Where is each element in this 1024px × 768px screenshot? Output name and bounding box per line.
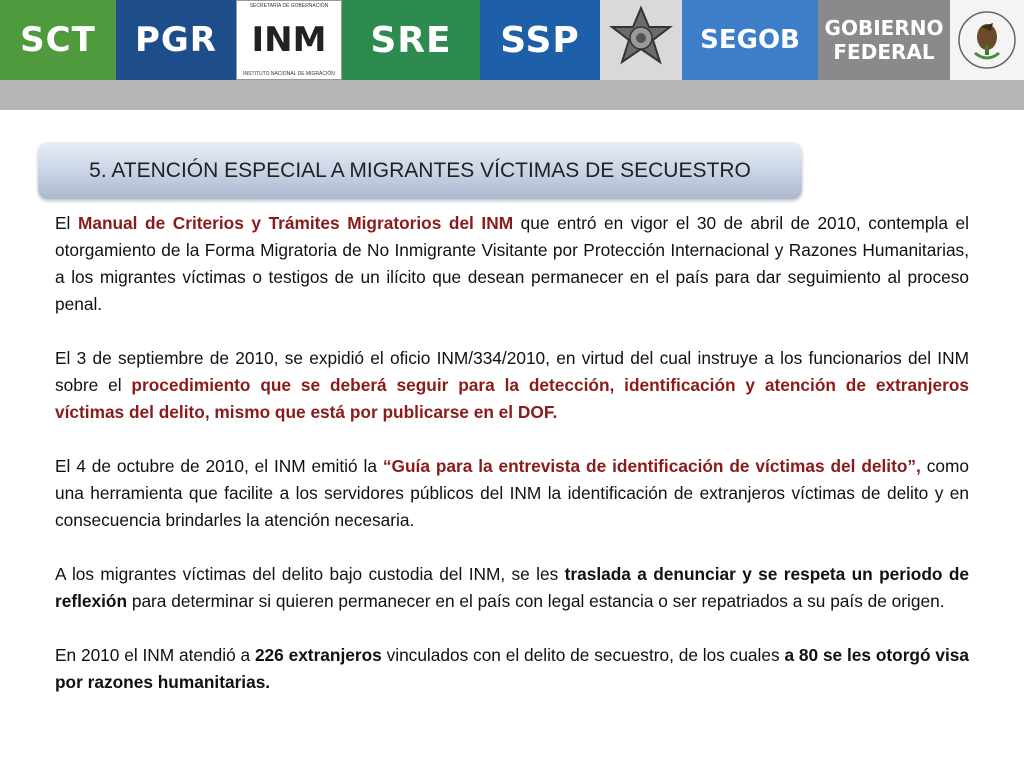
- p5-text-c: vinculados con el delito de secuestro, de los cuales: [381, 645, 785, 665]
- gobierno-federal-logo: [818, 0, 950, 80]
- paragraph-1: [55, 210, 969, 318]
- escudo-logo: [950, 0, 1024, 80]
- paragraph-3: [55, 453, 969, 534]
- p1-highlight: Manual de Criterios y Trámites Migratorios del INM: [77, 213, 514, 233]
- p3-text-c: como una herramienta que facilite a los servidores públicos del INM la identificación de extranjeros víctimas de delito y en consecuencia brindarles la atención necesaria.: [55, 456, 970, 530]
- p3-highlight: “Guía para la entrevista de identificación de víctimas del delito”,: [382, 456, 921, 476]
- slide-title-box: [38, 142, 802, 199]
- paragraph-4: [55, 561, 969, 615]
- pgr-logo-text: PGR: [134, 20, 217, 60]
- ssp-logo-text: SSP: [500, 19, 580, 61]
- p2-highlight: procedimiento que se deberá seguir para la detección, identificación y atención de extranjeros víctimas del delito, mismo que está por publicarse en el DOF.: [55, 375, 969, 422]
- p5-bold-visa: a 80 se les otorgó visa por razones humanitarias.: [55, 645, 969, 692]
- logo-bar: [0, 0, 1024, 80]
- p4-text-a: A los migrantes víctimas del delito bajo custodia del INM, se les: [55, 564, 565, 584]
- p5-bold-count: 226 extranjeros: [254, 645, 382, 665]
- inm-logo-top-text: SECRETARÍA DE GOBERNACIÓN: [249, 3, 329, 9]
- gobierno-line2: FEDERAL: [833, 40, 935, 64]
- pgr-logo: [116, 0, 236, 80]
- inm-logo: [236, 0, 342, 80]
- slide-title: 5. ATENCIÓN ESPECIAL A MIGRANTES VÍCTIMAS DE SECUESTRO: [89, 158, 751, 182]
- inm-logo-text: INM: [251, 20, 327, 60]
- sct-logo-text: SCT: [20, 20, 96, 60]
- header-gray-strip: [0, 80, 1024, 110]
- segob-logo-text: SEGOB: [700, 25, 800, 55]
- sre-logo-text: SRE: [370, 19, 452, 61]
- police-badge-logo: [600, 0, 682, 80]
- paragraph-2: [55, 345, 969, 426]
- p2-text-a: El 3 de septiembre de 2010, se expidió el oficio INM/334/2010, en virtud del cual instruye a los funcionarios del INM sobre el: [55, 348, 969, 395]
- mexican-coat-of-arms-icon: [955, 5, 1019, 75]
- p5-text-a: En 2010 el INM atendió a: [55, 645, 255, 665]
- sre-logo: [342, 0, 480, 80]
- p1-text-c: que entró en vigor el 30 de abril de 2010, contempla el otorgamiento de la Forma Migratoria de No Inmigrante Visitante por Protección Internacional y Razones Humanitarias, a los migrantes víctimas o testigos de un ilícito que desean permanecer en el país para dar seguimiento al proceso penal.: [55, 213, 970, 314]
- sct-logo: [0, 0, 116, 80]
- segob-logo: [682, 0, 818, 80]
- ssp-logo: [480, 0, 600, 80]
- inm-logo-bottom-text: INSTITUTO NACIONAL DE MIGRACIÓN: [243, 71, 335, 77]
- gobierno-line1: GOBIERNO: [824, 16, 944, 40]
- p3-text-a: El 4 de octubre de 2010, el INM emitió la: [55, 456, 383, 476]
- p4-text-c: para determinar si quieren permanecer en el país con legal estancia o ser repatriados a su país de origen.: [127, 591, 945, 611]
- star-badge-icon: [606, 5, 676, 75]
- p1-text-a: El: [55, 213, 78, 233]
- slide-body: [55, 210, 969, 723]
- paragraph-5: [55, 642, 969, 696]
- p4-bold: traslada a denunciar y se respeta un periodo de reflexión: [55, 564, 969, 611]
